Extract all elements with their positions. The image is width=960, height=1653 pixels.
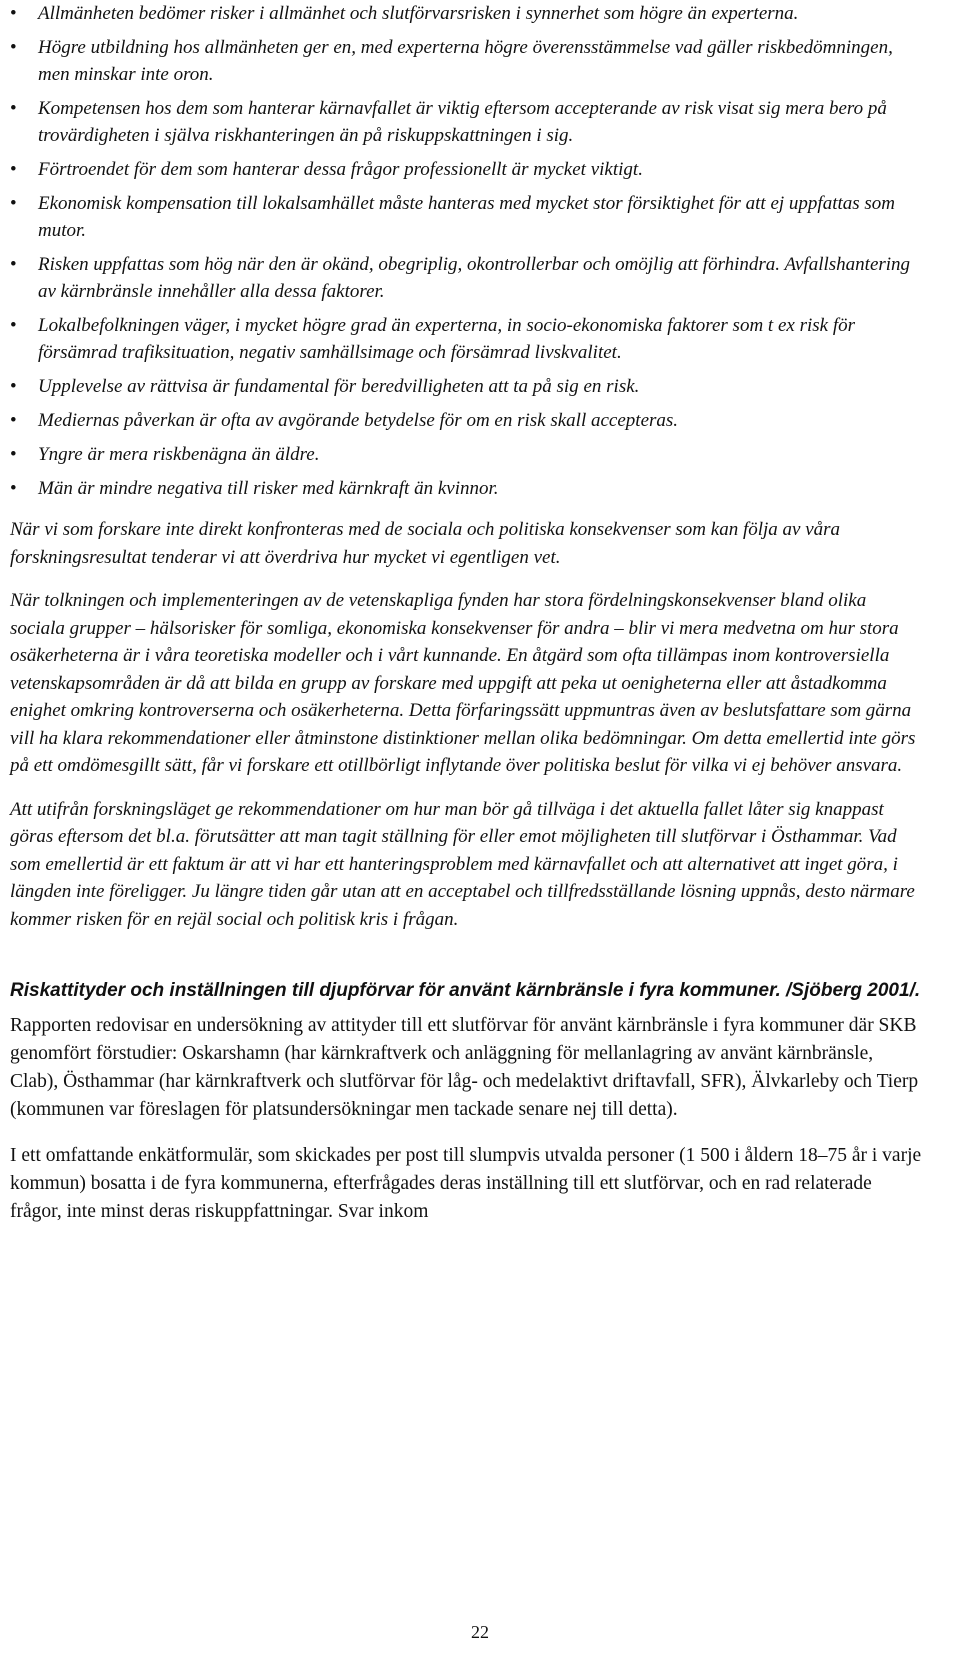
list-item (10, 251, 924, 305)
list-item (10, 95, 924, 149)
list-item-text: Förtroendet för dem som hanterar dessa frågor professionellt är mycket viktigt. (38, 159, 643, 180)
list-item (10, 156, 924, 183)
list-item (10, 475, 924, 502)
list-item-text: Risken uppfattas som hög när den är okänd, obegriplig, okontrollerbar och omöjlig att förhindra. Avfallshantering av kärnbränsle innehåller alla dessa faktorer. (38, 254, 911, 302)
body-paragraph: I ett omfattande enkätformulär, som skickades per post till slumpvis utvalda personer (1 500 i åldern 18–75 år i varje kommun) bosatta i de fyra kommunerna, efterfrågades deras inställning till ett slutförvar, och en rad relaterade frågor, inte minst deras riskuppfattningar. Svar inkom (10, 1145, 922, 1222)
list-item-text: Upplevelse av rättvisa är fundamental för beredvilligheten att ta på sig en risk. (38, 376, 640, 397)
bullet-icon: • (10, 478, 17, 499)
bullet-icon: • (10, 376, 17, 397)
list-item-text: Yngre är mera riskbenägna än äldre. (38, 444, 320, 465)
bullet-icon: • (10, 159, 17, 180)
bullet-icon: • (10, 444, 17, 465)
bullet-icon: • (10, 37, 17, 58)
bullet-icon: • (10, 410, 17, 431)
italic-paragraph: Att utifrån forskningsläget ge rekommendationer om hur man bör gå tillväga i det aktuella fallet låter sig knappast göras eftersom det bl.a. förutsätter att man tagit ställning för eller emot möjligheten till slutförvar i Östhammar. Vad som emellertid är ett faktum är att vi har ett hanteringsproblem med kärnavfallet och att alternativet att inget göra, i längden inte föreligger. Ju längre tiden går utan att en acceptabel och tillfredsställande lösning uppnås, desto närmare kommer risken för en rejäl social och politisk kris i frågan. (10, 798, 915, 930)
list-item-text: Högre utbildning hos allmänheten ger en, med experterna högre överensstämmelse vad gäller riskbedömningen, men minskar inte oron. (38, 37, 893, 85)
list-item (10, 441, 924, 468)
italic-paragraph: När tolkningen och implementeringen av de vetenskapliga fynden har stora fördelningskonsekvenser bland olika sociala grupper – hälsorisker för somliga, ekonomiska konsekvenser för andra – blir vi mera medvetna om hur stora osäkerheterna är i våra teoretiska modeller och i vårt kunnande. En åtgärd som ofta tillämpas inom kontroversiella vetenskapsområden är då att bilda en grupp av forskare med uppgift att peka ut oenigheterna eller att åstadkomma enighet omkring kontroverserna och osäkerheterna. Detta förfaringssätt uppmuntras även av beslutsfattare som gärna vill ha klara rekommendationer eller åtminstone distinktioner mellan olika bedömningar. Om detta emellertid inte görs på ett omdömesgillt sätt, får vi forskare ett otillbörligt inflytande över politiska beslut för vilka vi ej behöver ansvara. (10, 590, 916, 776)
list-item-text: Män är mindre negativa till risker med kärnkraft än kvinnor. (38, 478, 499, 499)
list-item-text: Lokalbefolkningen väger, i mycket högre grad än experterna, in socio-ekonomiska faktorer som t ex risk för försämrad trafiksituation, negativ samhällsimage och försämrad livskvalitet. (38, 315, 855, 363)
list-item (10, 407, 924, 434)
list-item-text: Ekonomisk kompensation till lokalsamhället måste hanteras med mycket stor försiktighet för att ej uppfattas som mutor. (38, 193, 896, 241)
bullet-icon: • (10, 193, 17, 214)
italic-paragraph: När vi som forskare inte direkt konfronteras med de sociala och politiska konsekvenser som kan följa av våra forskningsresultat tenderar vi att överdriva hur mycket vi egentligen vet. (10, 519, 841, 568)
list-item (10, 0, 924, 27)
list-item-text: Mediernas påverkan är ofta av avgörande betydelse för om en risk skall accepteras. (38, 410, 679, 431)
bullet-icon: • (10, 98, 17, 119)
list-item (10, 34, 924, 88)
list-item (10, 190, 924, 244)
list-item (10, 312, 924, 366)
section-heading: Riskattityder och inställningen till djupförvar för använt kärnbränsle i fyra kommuner. /Sjöberg 2001/. (10, 980, 921, 1001)
bullet-icon: • (10, 315, 17, 336)
page-number: 22 (471, 1622, 489, 1642)
list-item (10, 373, 924, 400)
body-paragraph: Rapporten redovisar en undersökning av attityder till ett slutförvar för använt kärnbränsle i fyra kommuner där SKB genomfört förstudier: Oskarshamn (har kärnkraftverk och anläggning för mellanlagring av använt kärnbränsle, Clab), Östhammar (har kärnkraftverk och slutförvar för låg- och medelaktivt driftavfall, SFR), Älvkarleby och Tierp (kommunen var föreslagen för platsundersökningar men tackade senare nej till detta). (10, 1015, 919, 1120)
bullet-icon: • (10, 254, 17, 275)
bullet-icon: • (10, 3, 17, 24)
findings-bullet-list (10, 0, 924, 502)
list-item-text: Allmänheten bedömer risker i allmänhet och slutförvarsrisken i synnerhet som högre än experterna. (38, 3, 799, 24)
list-item-text: Kompetensen hos dem som hanterar kärnavfallet är viktig eftersom accepterande av risk visat sig mera bero på trovärdigheten i själva riskhanteringen än på riskuppskattningen i sig. (38, 98, 887, 146)
